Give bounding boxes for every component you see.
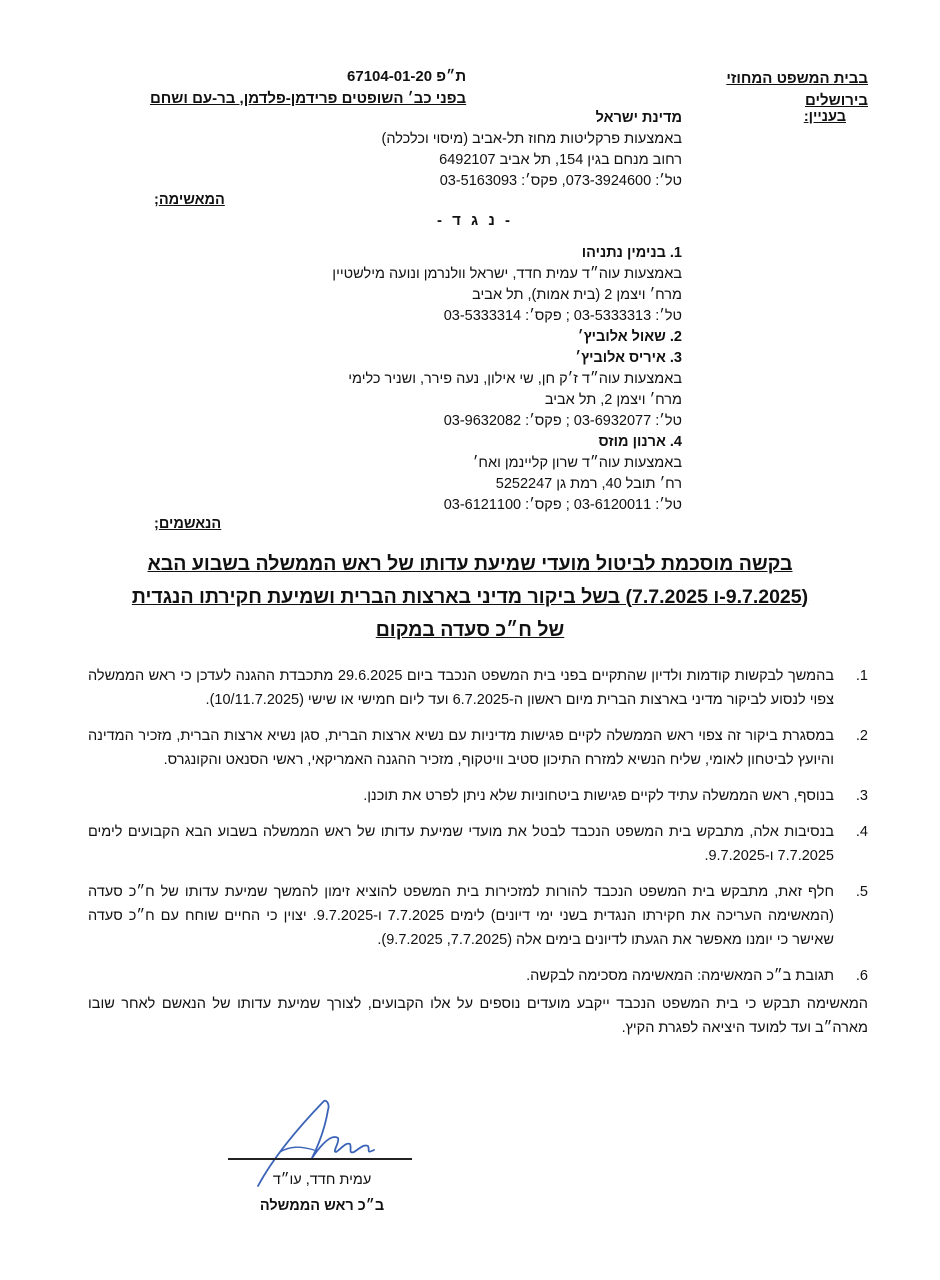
paragraph-number: 2. <box>855 728 868 744</box>
in-re-label: בעניין: <box>803 109 846 125</box>
paragraph-text: בהמשך לבקשות קודמות ולדיון שהתקיים בפני בית המשפט הנכבד ביום 29.6.2025 מתכבדת ההגנה לעדכן כי ראש הממשלה צפוי לנסוע לביקור מדיני בארצות הברית מיום ראשון ה-6.7.2025 ועד ליום חמישי או שישי (10/11.7.2025). <box>88 668 834 708</box>
motion-title-line: בקשה מוסכמת לביטול מועדי שמיעת עדותו של ראש הממשלה בשבוע הבא <box>147 553 793 575</box>
paragraph-text: במסגרת ביקור זה צפוי ראש הממשלה לקיים פגישות מדיניות עם נשיא ארצות הברית, סגן נשיא ארצות הברית, מזכיר המדינה והיועץ לביטחון לאומי, שליח הנשיא למזרח התיכון סטיב וויטקוף, מזכיר ההגנה האמריקאי, ראשי הסנאט והקונגרס. <box>88 728 834 768</box>
defendant-line: מרח׳ ויצמן 2, תל אביב <box>544 392 682 408</box>
closing-paragraph: המאשימה תבקש כי בית המשפט הנכבד ייקבע מועדים נוספים על אלו הקבועים, לצורך שמיעת עדותו של הנאשם לאחר שובו מארה״ב ועד למועד היציאה לפגרת הקיץ. <box>88 996 868 1036</box>
defendant-line: טל׳: 03-6932077 ; פקס׳: 03-9632082 <box>443 413 682 429</box>
motion-title-line: (9.7.2025-ו 7.7.2025) בשל ביקור מדיני בארצות הברית ושמיעת חקירתו הנגדית <box>131 586 809 608</box>
defendant-line: טל׳: 03-5333313 ; פקס׳: 03-5333314 <box>443 308 682 324</box>
court-name <box>726 68 868 112</box>
paragraph-number: 6. <box>855 968 868 984</box>
numbered-paragraph <box>88 664 868 712</box>
paragraph-number: 1. <box>855 668 868 684</box>
paragraph-number: 5. <box>855 884 868 900</box>
defendant-line: רח׳ תובל 40, רמת גן 5252247 <box>495 476 682 492</box>
paragraph-number: 4. <box>855 824 868 840</box>
defendant-line: באמצעות עוה״ד שרון קליינמן ואח׳ <box>472 455 682 471</box>
paragraph-text: תגובת ב״כ המאשימה: המאשימה מסכימה לבקשה. <box>526 968 834 984</box>
defendants-role-suffix: ; <box>154 516 159 532</box>
versus-divider: - נ ג ד - <box>436 212 514 229</box>
numbered-paragraph <box>88 724 868 772</box>
prosecution-name: מדינת ישראל <box>595 110 682 126</box>
defendants-role-label: הנאשמים <box>158 516 222 532</box>
defendant-name: 3. איריס אלוביץ׳ <box>575 350 682 366</box>
defendant-line: באמצעות עוה״ד ז׳ק חן, שי אילון, נעה פירר, ושניר כלימי <box>348 371 682 387</box>
court-line-2: בירושלים <box>805 92 868 109</box>
numbered-paragraph <box>88 820 868 868</box>
prosecution-line: רחוב מנחם בגין 154, תל אביב 6492107 <box>439 152 682 168</box>
paragraph-number: 3. <box>855 788 868 804</box>
signer-name: עמית חדד, עו״ד <box>272 1172 372 1188</box>
signer-title: ב״כ ראש הממשלה <box>259 1198 385 1214</box>
case-header <box>150 66 466 110</box>
paragraph-text: בנסיבות אלה, מתבקש בית המשפט הנכבד לבטל את מועדי שמיעת עדותו של ראש הממשלה בשבוע הבא הקבועים לימים 7.7.2025 ו-9.7.2025. <box>88 824 834 864</box>
numbered-paragraph <box>88 784 868 808</box>
motion-title <box>60 548 880 647</box>
motion-body <box>88 664 868 1040</box>
court-line-1: בבית המשפט המחוזי <box>726 70 868 87</box>
defendant-line: טל׳: 03-6120011 ; פקס׳: 03-6121100 <box>443 497 682 513</box>
prosecution-block <box>382 108 683 192</box>
defendant-name: 4. ארנון מוזס <box>598 434 682 450</box>
signer-block <box>232 1167 412 1219</box>
defendant-name: 2. שאול אלוביץ׳ <box>577 329 682 345</box>
defendant-line: מרח׳ ויצמן 2 (בית אמות), תל אביב <box>472 287 682 303</box>
judges-line: בפני כב׳ השופטים פרידמן-פלדמן, בר-עם ושחם <box>150 90 467 107</box>
defendant-name: 1. בנימין נתניהו <box>581 245 682 261</box>
defendants-block <box>332 243 682 516</box>
paragraph-text: בנוסף, ראש הממשלה עתיד לקיים פגישות ביטחוניות שלא ניתן לפרט את תוכנן. <box>363 788 834 804</box>
motion-title-line: של ח״כ סעדה במקום <box>375 619 565 641</box>
prosecution-line: באמצעות פרקליטות מחוז תל-אביב (מיסוי וכלכלה) <box>381 131 682 147</box>
case-number: ת״פ 67104-01-20 <box>347 68 467 85</box>
paragraph-text: חלף זאת, מתבקש בית המשפט הנכבד להורות למזכירות בית המשפט להוציא זימון להמשך שמיעת עדותו של ח״כ סעדה (המאשימה העריכה את חקירתו הנגדית בשני ימי דיונים) לימים 7.7.2025 ו-9.7.2025. יצוין כי החיים שוחח עם ח״כ סעדה שאישר כי יומנו מאפשר את הגעתו לדיונים בימים אלה (7.7.2025, 9.7.2025). <box>88 884 834 948</box>
defendant-line: באמצעות עוה״ד עמית חדד, ישראל וולנרמן ונועה מילשטיין <box>332 266 682 282</box>
prosecution-role-label: המאשימה <box>158 192 225 208</box>
numbered-paragraph <box>88 964 868 988</box>
numbered-paragraph <box>88 880 868 952</box>
prosecution-role-suffix: ; <box>154 192 159 208</box>
prosecution-role <box>154 192 225 208</box>
defendants-role <box>154 516 221 532</box>
prosecution-line: טל׳: 073-3924600, פקס׳: 03-5163093 <box>439 173 682 189</box>
signature-line <box>228 1158 412 1160</box>
